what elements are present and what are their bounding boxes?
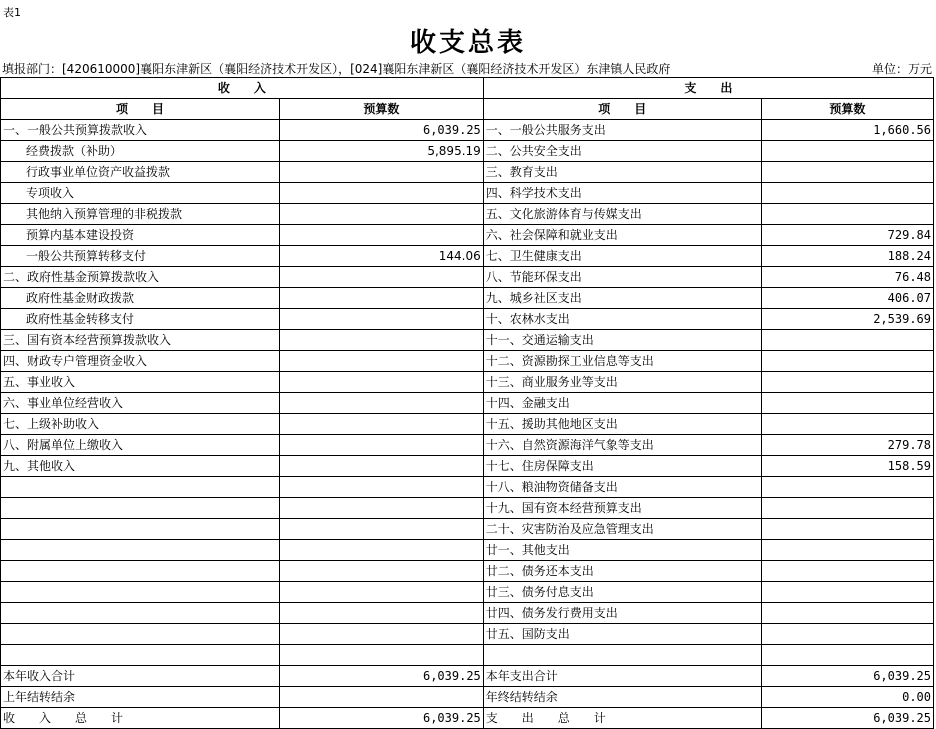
- department-line: 填报部门：[420610000]襄阳东津新区（襄阳经济技术开发区），[024]襄阳东津新区（襄阳经济技术开发区）东津镇人民政府: [2, 62, 671, 76]
- income-value-cell[interactable]: [280, 687, 484, 708]
- table-row: [1, 351, 934, 372]
- table-row: [1, 666, 934, 687]
- income-value-cell[interactable]: [280, 603, 484, 624]
- expense-item-cell[interactable]: 一、一般公共服务支出: [483, 120, 761, 141]
- expense-item-cell[interactable]: 五、文化旅游体育与传媒支出: [483, 204, 761, 225]
- table-row: [1, 225, 934, 246]
- expense-item-cell[interactable]: 廿一、其他支出: [483, 540, 761, 561]
- income-item-cell[interactable]: 政府性基金转移支付: [1, 309, 280, 330]
- income-item-cell[interactable]: 本年收入合计: [1, 666, 280, 687]
- table-row: [1, 183, 934, 204]
- income-value-cell[interactable]: [280, 540, 484, 561]
- table-row: [1, 246, 934, 267]
- income-item-header: 项 目: [1, 99, 280, 120]
- table-row: [1, 498, 934, 519]
- income-value-cell[interactable]: [280, 393, 484, 414]
- expense-value-cell[interactable]: [761, 204, 933, 225]
- expense-item-cell[interactable]: 十、农林水支出: [483, 309, 761, 330]
- table-row: [1, 393, 934, 414]
- expense-value-cell[interactable]: [761, 162, 933, 183]
- expense-value-cell[interactable]: [761, 414, 933, 435]
- income-item-cell[interactable]: [1, 645, 280, 666]
- expense-value-cell[interactable]: 729.84: [761, 225, 933, 246]
- income-value-cell[interactable]: [280, 309, 484, 330]
- income-value-cell[interactable]: [280, 351, 484, 372]
- expense-budget-header: 预算数: [761, 99, 933, 120]
- income-item-cell[interactable]: 五、事业收入: [1, 372, 280, 393]
- income-value-cell[interactable]: [280, 225, 484, 246]
- expense-item-cell[interactable]: 支 出 总 计: [483, 708, 761, 729]
- income-item-cell[interactable]: 经费拨款（补助）: [1, 141, 280, 162]
- expense-value-cell[interactable]: [761, 393, 933, 414]
- table-row: [1, 603, 934, 624]
- income-item-cell[interactable]: 收 入 总 计: [1, 708, 280, 729]
- income-value-cell[interactable]: [280, 477, 484, 498]
- income-value-cell[interactable]: [280, 519, 484, 540]
- expense-value-cell[interactable]: [761, 519, 933, 540]
- expense-value-cell[interactable]: [761, 372, 933, 393]
- expense-item-cell[interactable]: 廿二、债务还本支出: [483, 561, 761, 582]
- table-row: [1, 120, 934, 141]
- expense-value-cell[interactable]: [761, 330, 933, 351]
- expense-item-cell[interactable]: [483, 645, 761, 666]
- sheet-tab-label[interactable]: 表1: [3, 6, 21, 19]
- income-item-cell[interactable]: [1, 498, 280, 519]
- table-row: [1, 582, 934, 603]
- table-row: [1, 267, 934, 288]
- income-item-cell[interactable]: [1, 477, 280, 498]
- expense-item-cell[interactable]: 廿三、债务付息支出: [483, 582, 761, 603]
- income-item-cell[interactable]: 一、一般公共预算拨款收入: [1, 120, 280, 141]
- expense-value-cell[interactable]: [761, 477, 933, 498]
- income-value-cell[interactable]: [280, 624, 484, 645]
- income-item-cell[interactable]: [1, 519, 280, 540]
- expense-value-cell[interactable]: 6,039.25: [761, 666, 933, 687]
- expense-value-cell[interactable]: [761, 183, 933, 204]
- expense-item-cell[interactable]: 年终结转结余: [483, 687, 761, 708]
- income-value-cell[interactable]: [280, 204, 484, 225]
- income-item-cell[interactable]: [1, 561, 280, 582]
- income-item-cell[interactable]: 行政事业单位资产收益拨款: [1, 162, 280, 183]
- expense-item-cell[interactable]: 二十、灾害防治及应急管理支出: [483, 519, 761, 540]
- income-item-cell[interactable]: 九、其他收入: [1, 456, 280, 477]
- income-value-cell[interactable]: [280, 498, 484, 519]
- expense-item-cell[interactable]: 十六、自然资源海洋气象等支出: [483, 435, 761, 456]
- income-item-cell[interactable]: [1, 582, 280, 603]
- expense-item-cell[interactable]: 廿五、国防支出: [483, 624, 761, 645]
- income-value-cell[interactable]: 6,039.25: [280, 666, 484, 687]
- income-value-cell[interactable]: [280, 414, 484, 435]
- expense-value-cell[interactable]: 1,660.56: [761, 120, 933, 141]
- income-item-cell[interactable]: 其他纳入预算管理的非税拨款: [1, 204, 280, 225]
- expense-value-cell[interactable]: 6,039.25: [761, 708, 933, 729]
- expense-value-cell[interactable]: 2,539.69: [761, 309, 933, 330]
- income-item-cell[interactable]: 三、国有资本经营预算拨款收入: [1, 330, 280, 351]
- expense-item-cell[interactable]: 六、社会保障和就业支出: [483, 225, 761, 246]
- income-value-cell[interactable]: [280, 561, 484, 582]
- income-value-cell[interactable]: 5,895.19: [280, 141, 484, 162]
- expense-value-cell[interactable]: [761, 582, 933, 603]
- expense-item-cell[interactable]: 十二、资源勘探工业信息等支出: [483, 351, 761, 372]
- table-row: [1, 414, 934, 435]
- expense-value-cell[interactable]: 0.00: [761, 687, 933, 708]
- income-item-cell[interactable]: 六、事业单位经营收入: [1, 393, 280, 414]
- page-title: 收支总表: [409, 28, 526, 58]
- table-row: [1, 687, 934, 708]
- income-value-cell[interactable]: [280, 267, 484, 288]
- income-value-cell[interactable]: [280, 645, 484, 666]
- income-item-cell[interactable]: [1, 540, 280, 561]
- income-item-cell[interactable]: [1, 624, 280, 645]
- income-budget-header: 预算数: [280, 99, 484, 120]
- expense-value-cell[interactable]: [761, 351, 933, 372]
- expense-item-cell[interactable]: 四、科学技术支出: [483, 183, 761, 204]
- expense-item-cell[interactable]: 本年支出合计: [483, 666, 761, 687]
- expense-item-cell[interactable]: 二、公共安全支出: [483, 141, 761, 162]
- income-item-cell[interactable]: [1, 603, 280, 624]
- table-row: [1, 309, 934, 330]
- expense-value-cell[interactable]: [761, 141, 933, 162]
- income-item-cell[interactable]: 四、财政专户管理资金收入: [1, 351, 280, 372]
- income-value-cell[interactable]: 6,039.25: [280, 708, 484, 729]
- table-row: [1, 645, 934, 666]
- table-row: [1, 141, 934, 162]
- expense-item-cell[interactable]: 十五、援助其他地区支出: [483, 414, 761, 435]
- income-value-cell[interactable]: [280, 162, 484, 183]
- income-value-cell[interactable]: [280, 435, 484, 456]
- expense-item-cell[interactable]: 十七、住房保障支出: [483, 456, 761, 477]
- income-item-cell[interactable]: 专项收入: [1, 183, 280, 204]
- table-row: [1, 540, 934, 561]
- income-value-cell[interactable]: [280, 330, 484, 351]
- table-row: [1, 477, 934, 498]
- table-row: [1, 624, 934, 645]
- table-row: [1, 456, 934, 477]
- expense-value-cell[interactable]: [761, 603, 933, 624]
- income-item-cell[interactable]: 八、附属单位上缴收入: [1, 435, 280, 456]
- expense-value-cell[interactable]: [761, 624, 933, 645]
- expense-item-cell[interactable]: 十三、商业服务业等支出: [483, 372, 761, 393]
- unit-label: 单位：万元: [871, 62, 932, 76]
- expense-value-cell[interactable]: [761, 645, 933, 666]
- table-row: [1, 708, 934, 729]
- income-value-cell[interactable]: 144.06: [280, 246, 484, 267]
- table-row: [1, 372, 934, 393]
- income-item-cell[interactable]: 上年结转结余: [1, 687, 280, 708]
- income-item-cell[interactable]: 二、政府性基金预算拨款收入: [1, 267, 280, 288]
- expense-value-cell[interactable]: 188.24: [761, 246, 933, 267]
- income-item-cell[interactable]: 预算内基本建设投资: [1, 225, 280, 246]
- expense-item-cell[interactable]: 九、城乡社区支出: [483, 288, 761, 309]
- expense-value-cell[interactable]: [761, 498, 933, 519]
- section-header-row: [1, 78, 934, 99]
- table-row: [1, 330, 934, 351]
- income-header: 收 入: [1, 78, 484, 99]
- expense-item-cell[interactable]: 十一、交通运输支出: [483, 330, 761, 351]
- expense-item-cell[interactable]: 八、节能环保支出: [483, 267, 761, 288]
- table-row: [1, 204, 934, 225]
- expense-item-cell[interactable]: 七、卫生健康支出: [483, 246, 761, 267]
- income-expense-table: [0, 77, 934, 729]
- expense-header: 支 出: [483, 78, 933, 99]
- income-item-cell[interactable]: 一般公共预算转移支付: [1, 246, 280, 267]
- expense-item-cell[interactable]: 十四、金融支出: [483, 393, 761, 414]
- table-row: [1, 435, 934, 456]
- table-row: [1, 561, 934, 582]
- income-value-cell[interactable]: [280, 372, 484, 393]
- income-value-cell[interactable]: 6,039.25: [280, 120, 484, 141]
- expense-value-cell[interactable]: 279.78: [761, 435, 933, 456]
- expense-item-header: 项 目: [483, 99, 761, 120]
- expense-value-cell[interactable]: [761, 540, 933, 561]
- table-row: [1, 519, 934, 540]
- income-item-cell[interactable]: 七、上级补助收入: [1, 414, 280, 435]
- table-row: [1, 288, 934, 309]
- income-value-cell[interactable]: [280, 456, 484, 477]
- column-header-row: [1, 99, 934, 120]
- expense-value-cell[interactable]: [761, 561, 933, 582]
- income-value-cell[interactable]: [280, 288, 484, 309]
- table-row: [1, 162, 934, 183]
- expense-value-cell[interactable]: 406.07: [761, 288, 933, 309]
- expense-item-cell[interactable]: 三、教育支出: [483, 162, 761, 183]
- expense-value-cell[interactable]: 76.48: [761, 267, 933, 288]
- income-value-cell[interactable]: [280, 183, 484, 204]
- income-value-cell[interactable]: [280, 582, 484, 603]
- expense-item-cell[interactable]: 十八、粮油物资储备支出: [483, 477, 761, 498]
- expense-value-cell[interactable]: 158.59: [761, 456, 933, 477]
- income-item-cell[interactable]: 政府性基金财政拨款: [1, 288, 280, 309]
- expense-item-cell[interactable]: 廿四、债务发行费用支出: [483, 603, 761, 624]
- expense-item-cell[interactable]: 十九、国有资本经营预算支出: [483, 498, 761, 519]
